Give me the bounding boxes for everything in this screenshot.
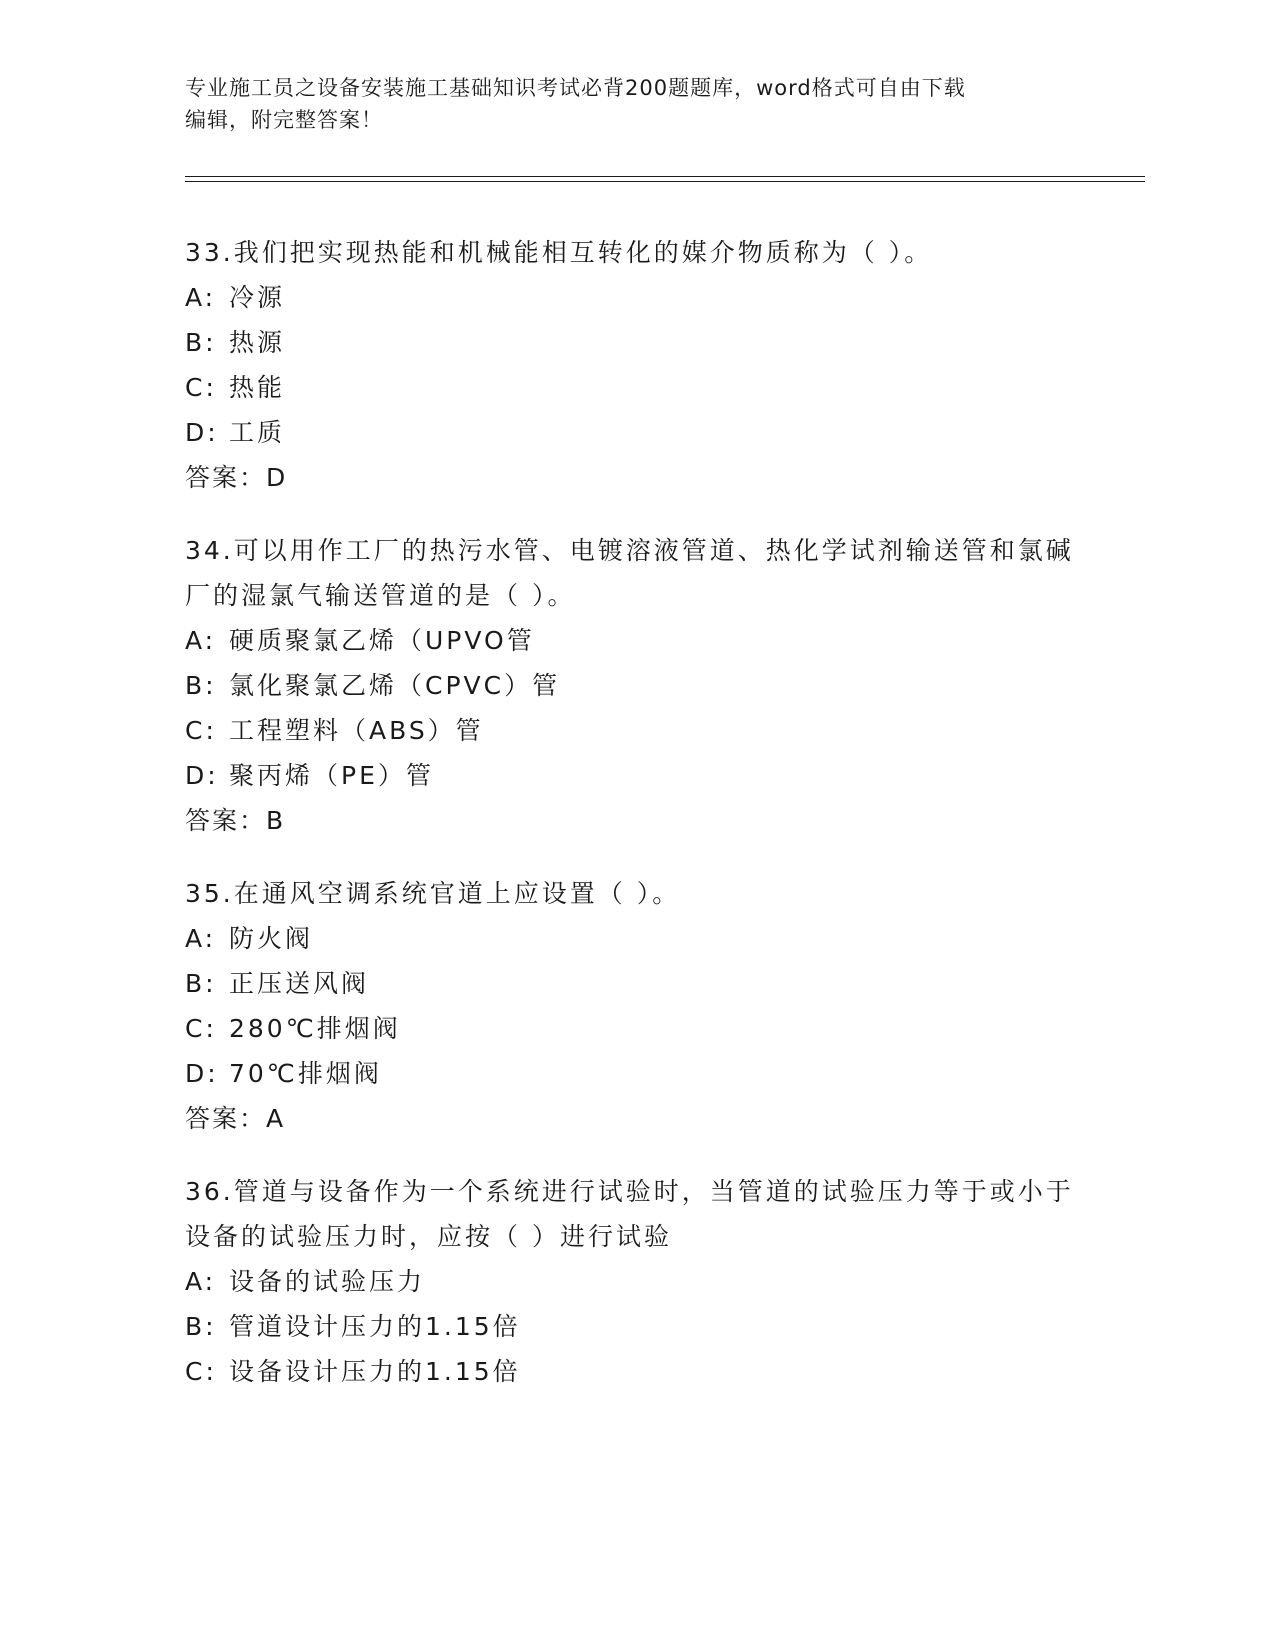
header-divider-top <box>185 176 1145 177</box>
option-d <box>185 410 1085 455</box>
option-letter: B: <box>185 328 217 357</box>
option-text: 氯化聚氯乙烯（CPVC）管 <box>229 671 561 700</box>
option-letter: A: <box>185 283 217 312</box>
option-letter: A: <box>185 1267 217 1296</box>
option-b <box>185 1304 1085 1349</box>
answer-line: 答案：A <box>185 1104 286 1133</box>
option-c <box>185 365 1085 410</box>
option-letter: D: <box>185 761 219 790</box>
option-letter: C: <box>185 716 217 745</box>
option-d <box>185 753 1085 798</box>
option-b <box>185 663 1085 708</box>
header-line-2: 编辑，附完整答案！ <box>185 108 383 132</box>
header-line-1: 专业施工员之设备安装施工基础知识考试必背200题题库，word格式可自由下载 <box>185 76 966 100</box>
question-stem: 34.可以用作工厂的热污水管、电镀溶液管道、热化学试剂输送管和氯碱厂的湿氯气输送管道的是（ ）。 <box>185 536 1074 610</box>
option-b <box>185 961 1085 1006</box>
option-c <box>185 1349 1085 1394</box>
answer-line: 答案：D <box>185 463 288 492</box>
question-33 <box>185 230 1085 500</box>
option-text: 设备设计压力的1.15倍 <box>229 1357 521 1386</box>
question-stem: 33.我们把实现热能和机械能相互转化的媒介物质称为（ ）。 <box>185 238 933 267</box>
option-letter: B: <box>185 1312 217 1341</box>
option-a <box>185 618 1085 663</box>
option-text: 工质 <box>229 418 286 447</box>
option-c <box>185 708 1085 753</box>
option-letter: D: <box>185 1059 219 1088</box>
option-letter: A: <box>185 626 217 655</box>
option-text: 280℃排烟阀 <box>229 1014 401 1043</box>
option-letter: B: <box>185 969 217 998</box>
option-letter: B: <box>185 671 217 700</box>
option-text: 聚丙烯（PE）管 <box>229 761 434 790</box>
header-divider-bottom <box>185 181 1145 182</box>
option-letter: C: <box>185 1357 217 1386</box>
answer-line: 答案：B <box>185 806 286 835</box>
question-stem: 35.在通风空调系统官道上应设置（ ）。 <box>185 879 681 908</box>
option-text: 正压送风阀 <box>229 969 370 998</box>
option-text: 70℃排烟阀 <box>229 1059 382 1088</box>
option-letter: A: <box>185 924 217 953</box>
question-34 <box>185 528 1085 843</box>
option-text: 管道设计压力的1.15倍 <box>229 1312 521 1341</box>
question-36 <box>185 1169 1085 1394</box>
option-a <box>185 916 1085 961</box>
option-text: 热能 <box>229 373 286 402</box>
document-header <box>185 72 1065 136</box>
question-list <box>185 230 1085 1422</box>
option-d <box>185 1051 1085 1096</box>
option-text: 热源 <box>229 328 286 357</box>
option-c <box>185 1006 1085 1051</box>
option-text: 设备的试验压力 <box>229 1267 426 1296</box>
option-b <box>185 320 1085 365</box>
option-text: 冷源 <box>229 283 286 312</box>
option-letter: C: <box>185 1014 217 1043</box>
option-letter: C: <box>185 373 217 402</box>
question-35 <box>185 871 1085 1141</box>
option-a <box>185 275 1085 320</box>
option-a <box>185 1259 1085 1304</box>
option-text: 工程塑料（ABS）管 <box>229 716 484 745</box>
option-text: 防火阀 <box>229 924 314 953</box>
option-letter: D: <box>185 418 219 447</box>
question-stem: 36.管道与设备作为一个系统进行试验时，当管道的试验压力等于或小于设备的试验压力时，应按（ ）进行试验 <box>185 1177 1074 1251</box>
option-text: 硬质聚氯乙烯（UPVO管 <box>229 626 535 655</box>
